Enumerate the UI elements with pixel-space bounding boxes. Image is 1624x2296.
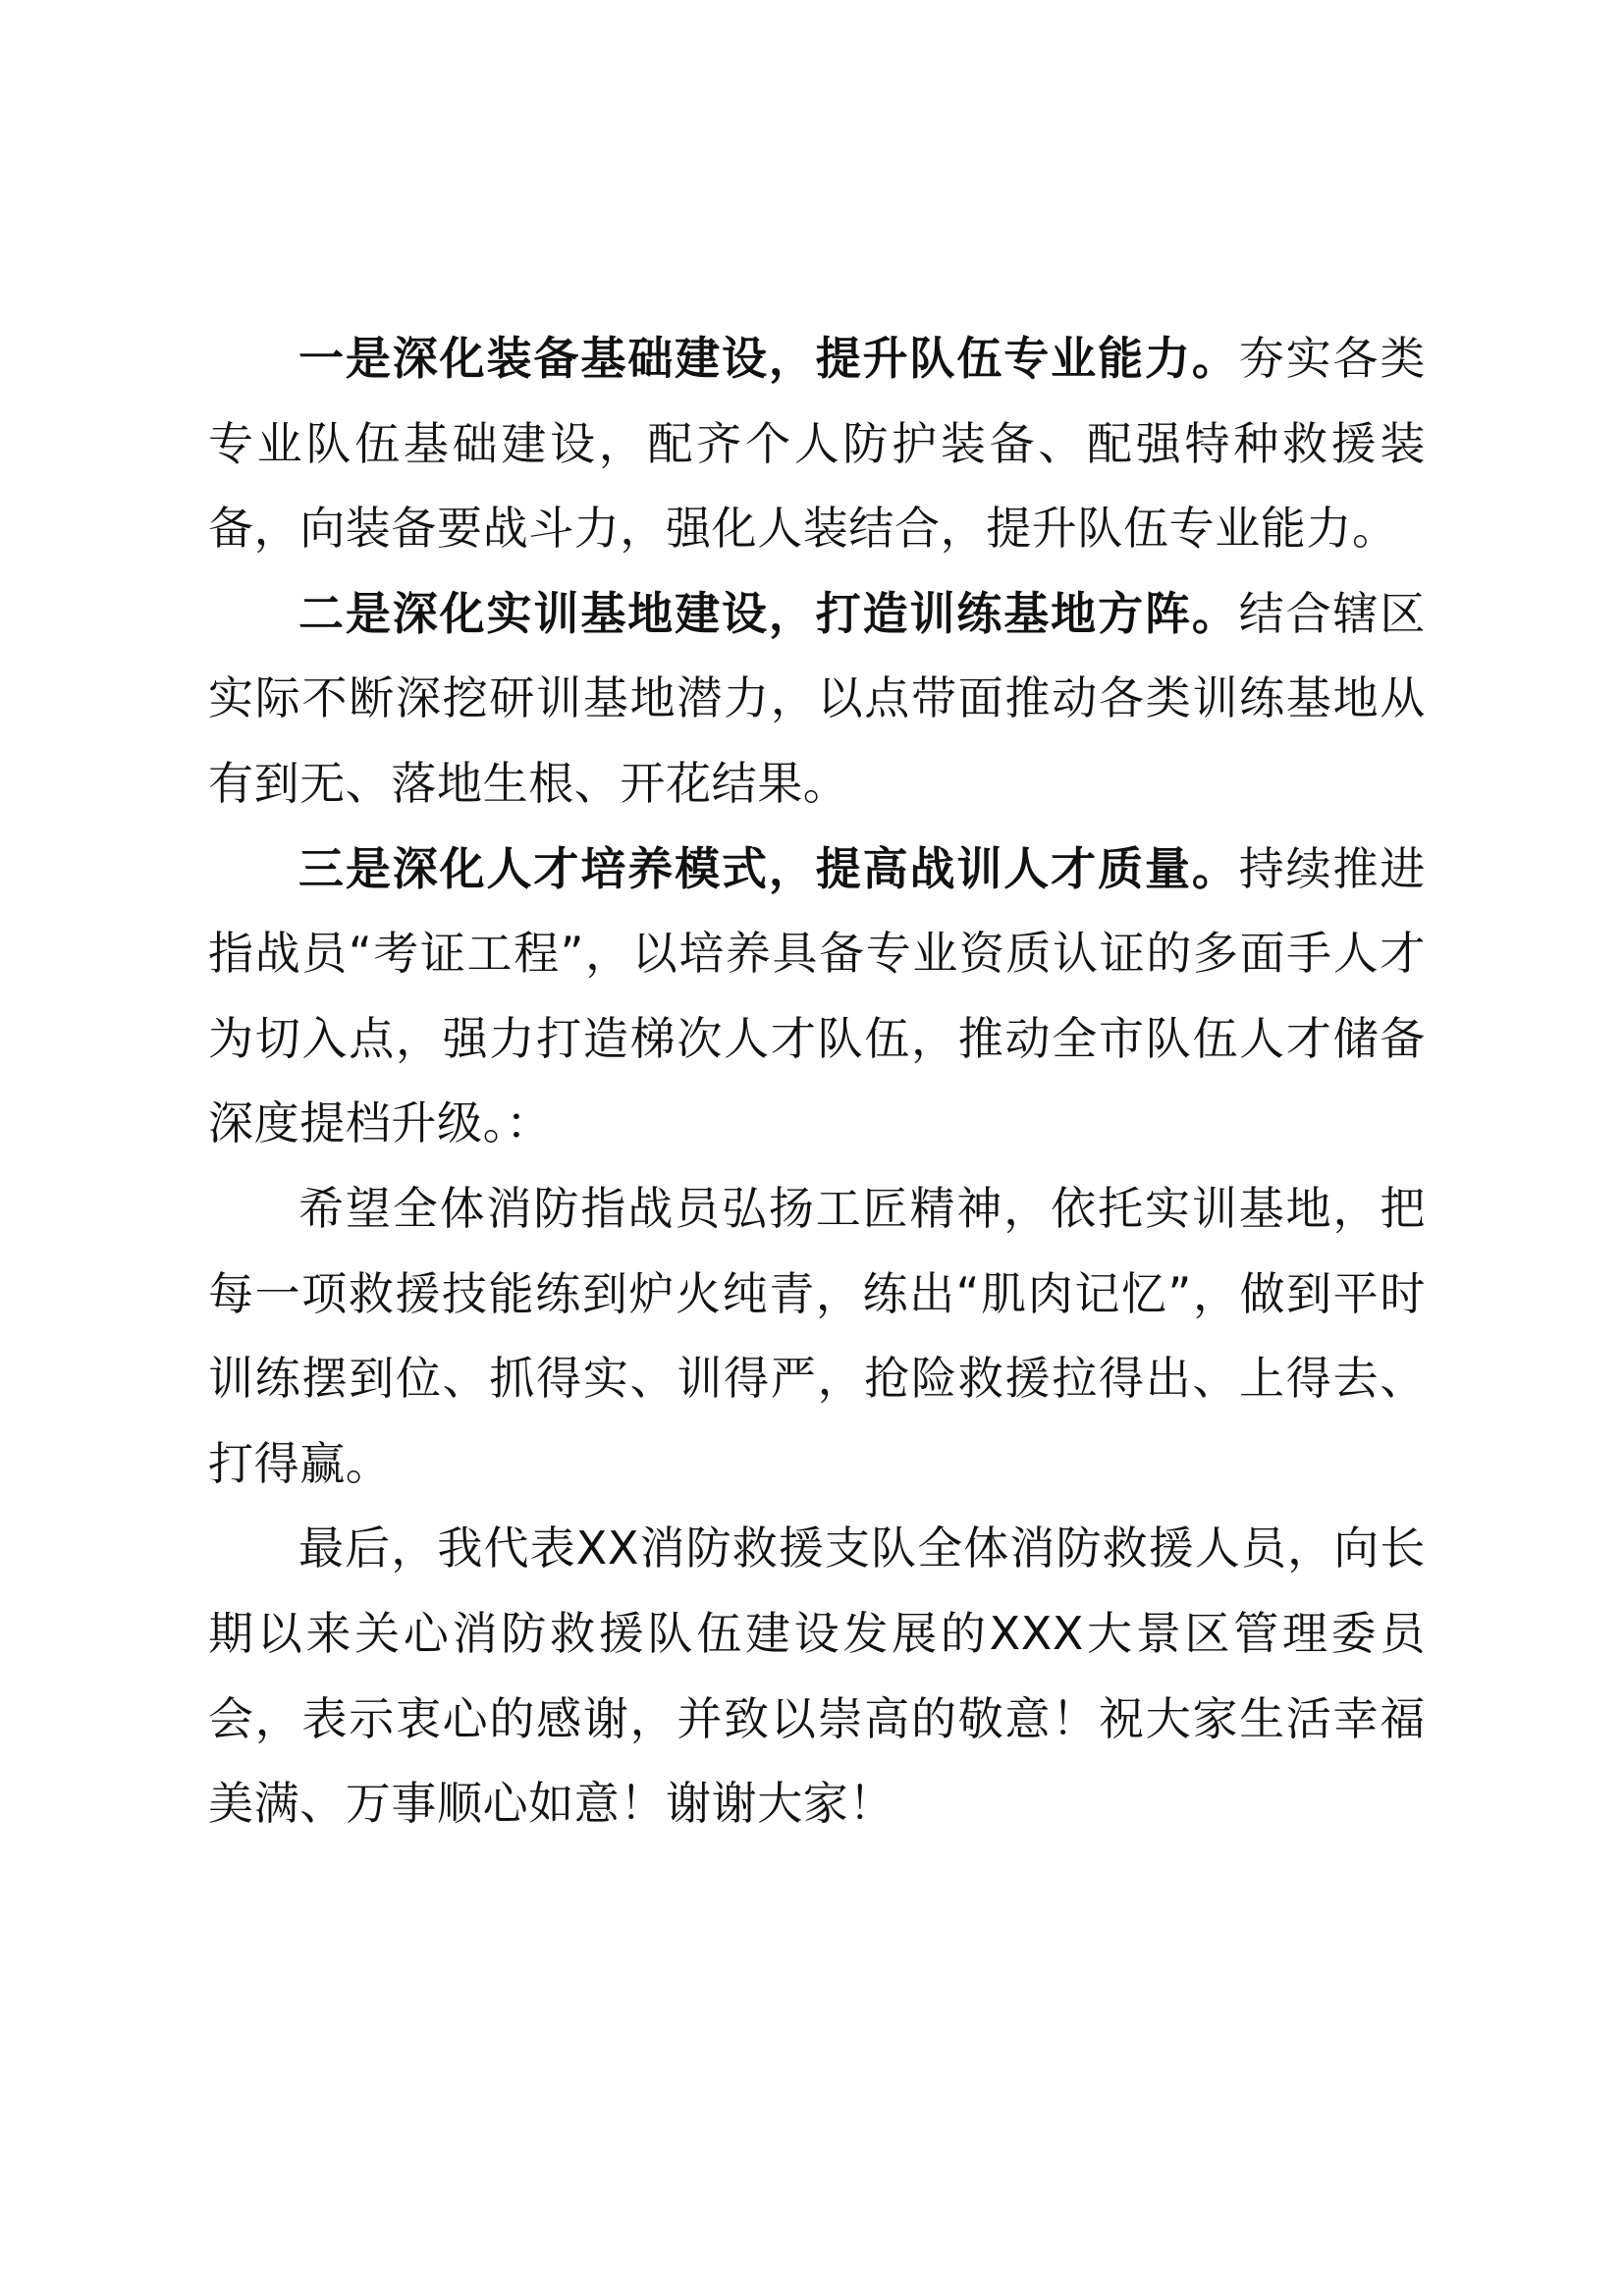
paragraph-text: 希望全体消防指战员弘扬工匠精神，依托实训基地，把每一项救援技能练到炉火纯青，练出“肌肉记忆”，做到平时训练摆到位、抓得实、训得严，抢险救援拉得出、上得去、打得赢。 xyxy=(208,1181,1426,1490)
paragraph-lead: 三是深化人才培养模式，提高战训人才质量。 xyxy=(298,841,1239,895)
paragraph-lead: 二是深化实训基地建设，打造训练基地方阵。 xyxy=(298,586,1239,640)
paragraph-equipment xyxy=(208,316,1426,571)
paragraph-hope xyxy=(208,1166,1426,1506)
paragraph-lead: 一是深化装备基础建设，提升队伍专业能力。 xyxy=(298,332,1239,385)
paragraph-text: 持续推进指战员“考证工程”，以培养具备专业资质认证的多面手人才为切入点，强力打造梯次人才队伍，推动全市队伍人才储备深度提档升级。： xyxy=(208,841,1426,1150)
paragraph-text: 结合辖区实际不断深挖研训基地潜力，以点带面推动各类训练基地从有到无、落地生根、开花结果。 xyxy=(208,586,1426,810)
paragraph-training-base xyxy=(208,571,1426,827)
paragraph-talent xyxy=(208,827,1426,1166)
paragraph-text: 夯实各类专业队伍基础建设，配齐个人防护装备、配强特种救援装备，向装备要战斗力，强化人装结合，提升队伍专业能力。 xyxy=(208,332,1426,556)
paragraph-text: 最后，我代表XX消防救援支队全体消防救援人员，向长期以来关心消防救援队伍建设发展的XXX大景区管理委员会，表示衷心的感谢，并致以崇高的敬意！祝大家生活幸福美满、万事顺心如意！谢谢大家！ xyxy=(208,1522,1426,1831)
paragraph-closing xyxy=(208,1506,1426,1845)
document-body xyxy=(208,316,1426,1846)
